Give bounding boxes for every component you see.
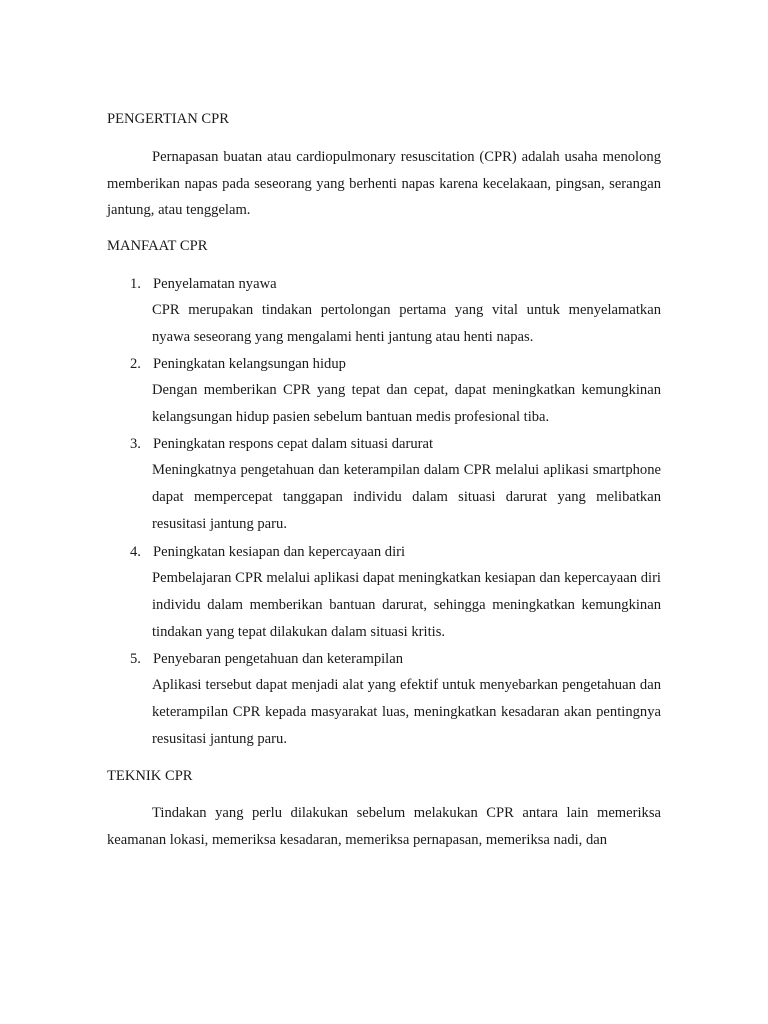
heading-manfaat-cpr: MANFAAT CPR — [107, 238, 208, 254]
list-item-number: 1. — [130, 276, 141, 292]
paragraph-pengertian: Pernapasan buatan atau cardiopulmonary resuscitation (CPR) adalah usaha menolong memberikan napas pada seseorang yang berhenti napas karena kecelakaan, pingsan, serangan jantung, atau tenggelam. — [107, 149, 661, 218]
list-item-title-text: Peningkatan kelangsungan hidup — [153, 356, 346, 372]
list-item-body: Meningkatnya pengetahuan dan keterampilan dalam CPR melalui aplikasi smartphone dapat mempercepat tanggapan individu dalam situasi darurat yang melibatkan resusitasi jantung paru. — [152, 462, 661, 532]
list-item-number: 5. — [130, 651, 141, 667]
list-item-title — [130, 649, 403, 669]
list-item-body: CPR merupakan tindakan pertolongan pertama yang vital untuk menyelamatkan nyawa seseorang yang mengalami henti jantung atau henti napas. — [152, 302, 661, 345]
list-item-number: 3. — [130, 436, 141, 452]
list-item-body: Pembelajaran CPR melalui aplikasi dapat meningkatkan kesiapan dan kepercayaan diri individu dalam memberikan bantuan darurat, sehingga meningkatkan kemungkinan tindakan yang tepat dilakukan dalam situasi kritis. — [152, 570, 661, 640]
heading-pengertian-cpr: PENGERTIAN CPR — [107, 111, 229, 127]
list-item-title-text: Peningkatan kesiapan dan kepercayaan diri — [153, 544, 406, 560]
list-item-number: 2. — [130, 356, 141, 372]
heading-teknik-cpr: TEKNIK CPR — [107, 768, 193, 784]
list-item-title — [130, 354, 346, 374]
list-item-title — [130, 542, 405, 562]
list-item-body: Aplikasi tersebut dapat menjadi alat yang efektif untuk menyebarkan pengetahuan dan keterampilan CPR kepada masyarakat luas, meningkatkan kesadaran akan pentingnya resusitasi jantung paru. — [152, 677, 661, 747]
list-item-title-text: Peningkatan respons cepat dalam situasi darurat — [153, 436, 434, 452]
list-item-body: Dengan memberikan CPR yang tepat dan cepat, dapat meningkatkan kemungkinan kelangsungan hidup pasien sebelum bantuan medis profesional tiba. — [152, 382, 661, 425]
list-item-title-text: Penyebaran pengetahuan dan keterampilan — [153, 651, 404, 667]
paragraph-teknik: Tindakan yang perlu dilakukan sebelum melakukan CPR antara lain memeriksa keamanan lokasi, memeriksa kesadaran, memeriksa pernapasan, memeriksa nadi, dan — [107, 805, 661, 848]
list-item-title — [130, 274, 277, 294]
list-item-number: 4. — [130, 544, 141, 560]
list-item-title — [130, 434, 433, 454]
list-item-title-text: Penyelamatan nyawa — [153, 276, 277, 292]
